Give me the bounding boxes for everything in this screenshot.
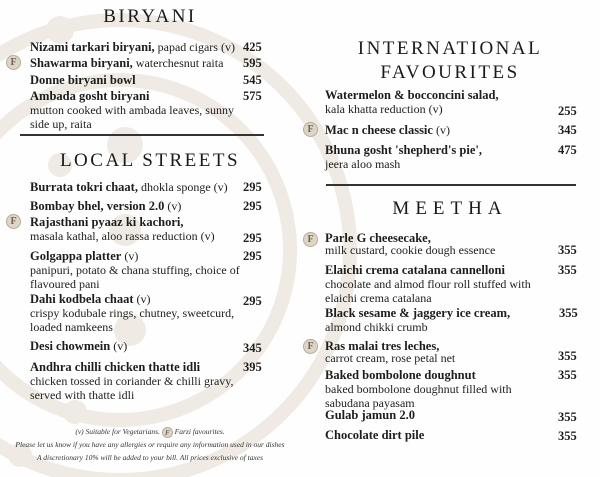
price: 355	[558, 429, 577, 443]
price: 355	[558, 349, 577, 363]
price: 355	[558, 243, 577, 257]
farzi-favourite-icon: F	[303, 122, 318, 137]
farzi-favourite-icon: F	[303, 339, 318, 354]
section-divider	[326, 184, 576, 186]
farzi-favourite-icon: F	[6, 214, 21, 229]
menu-item: Golgappa platter (v) panipuri, potato & chana stuffing, choice of flavoured pani	[30, 249, 240, 291]
price: 355	[558, 410, 577, 424]
farzi-favourite-icon: F	[6, 55, 21, 70]
price: 355	[558, 263, 577, 277]
farzi-favourite-icon: F	[303, 232, 318, 247]
price: 545	[243, 73, 262, 87]
farzi-favourite-icon: F	[162, 427, 173, 438]
price: 255	[558, 104, 577, 118]
section-title-international-line2: FAVOURITES	[380, 62, 520, 83]
price: 355	[558, 368, 577, 382]
menu-item: Ras malai tres leches, carrot cream, rose petal net	[325, 339, 456, 365]
price: 345	[558, 123, 577, 137]
menu-item: Chocolate dirt pile	[325, 428, 425, 442]
section-title-biryani: BIRYANI	[103, 6, 197, 27]
price: 295	[243, 249, 262, 263]
price: 425	[243, 40, 262, 54]
menu-item: Bombay bhel, version 2.0 (v)	[30, 199, 182, 213]
menu-item: Black sesame & jaggery ice cream, almond chikki crumb	[325, 306, 511, 334]
price: 395	[243, 360, 262, 374]
price: 355	[559, 306, 578, 320]
menu-item: Parle G cheesecake, milk custard, cookie dough essence	[325, 231, 496, 257]
section-title-international: INTERNATIONAL	[357, 38, 543, 59]
allergy-note: Please let us know if you have any allergies or require any information used in our dishes	[15, 440, 285, 449]
menu-item: Nizami tarkari biryani, papad cigars (v)	[30, 40, 235, 54]
menu-item: Elaichi crema catalana cannelloni chocolate and almod flour roll stuffed with elaichi crema catalana	[325, 263, 531, 305]
section-title-local-streets: LOCAL STREETS	[59, 150, 241, 171]
menu-item: Burrata tokri chaat, dhokla sponge (v)	[30, 180, 228, 194]
menu-item: Andhra chilli chicken thatte idli chicken tossed in coriander & chilli gravy, served with thatte idli	[30, 360, 234, 402]
section-title-meetha: MEETHA	[392, 198, 508, 219]
section-divider	[20, 134, 264, 136]
dietary-legend: (v) Suitable for Vegetarians. F Farzi favourites.	[75, 427, 225, 437]
price: 295	[243, 231, 262, 245]
price: 475	[558, 143, 577, 157]
tax-note: A discretionary 10% will be added to your bill. All prices exclusive of taxes	[36, 453, 264, 462]
menu-item: Donne biryani bowl	[30, 73, 136, 87]
price: 295	[243, 180, 262, 194]
menu-item: Baked bombolone doughnut baked bombolone doughnut filled with sabudana payasam	[325, 368, 512, 410]
price: 345	[243, 341, 262, 355]
menu-item: Desi chowmein (v)	[30, 339, 128, 353]
price: 575	[243, 89, 262, 103]
menu-item: Bhuna gosht 'shepherd's pie', jeera aloo mash	[325, 143, 482, 171]
menu-item: Dahi kodbela chaat (v) crispy kodubale rings, chutney, sweetcurd, loaded namkeens	[30, 292, 235, 334]
menu-item: Mac n cheese classic (v)	[325, 123, 450, 137]
menu-item: Ambada gosht biryani mutton cooked with ambada leaves, sunny side up, raita	[30, 89, 234, 131]
price: 295	[243, 294, 262, 308]
price: 595	[243, 56, 262, 70]
menu-item: Shawarma biryani, waterchesnut raita	[30, 56, 224, 70]
price: 295	[243, 199, 262, 213]
menu-item: Watermelon & bocconcini salad, kala khatta reduction (v)	[325, 88, 499, 116]
menu-item: Rajasthani pyaaz ki kachori, masala kathal, aloo rassa reduction (v)	[30, 215, 215, 243]
menu-item: Gulab jamun 2.0	[325, 408, 415, 422]
